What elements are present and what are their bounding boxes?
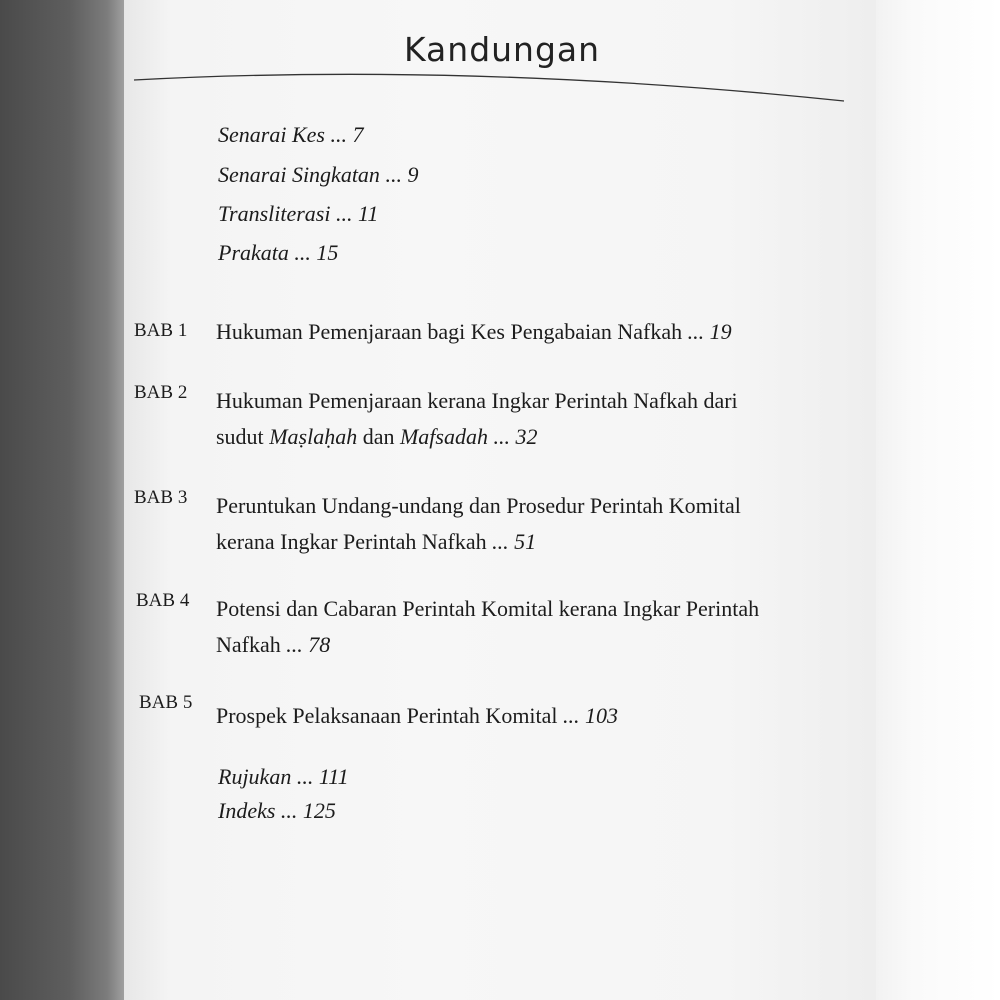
chapter-title-word: sudut xyxy=(216,424,264,449)
toc-entry-label: Indeks xyxy=(218,798,276,823)
toc-entry-page: 11 xyxy=(357,201,379,226)
toc-entry-label: Senarai Kes xyxy=(218,122,325,147)
toc-entry-separator: ... xyxy=(687,319,705,344)
toc-entry-separator: ... xyxy=(280,798,298,823)
toc-entry-transliterasi[interactable] xyxy=(218,201,378,227)
page-title: Kandungan xyxy=(404,30,601,69)
chapter-number: BAB 5 xyxy=(139,692,193,713)
toc-entry-page: 9 xyxy=(407,162,419,187)
chapter-number: BAB 4 xyxy=(136,590,190,611)
chapter-title-line: Peruntukan Undang-undang dan Prosedur Perintah Komital xyxy=(216,493,741,518)
chapter-1-entry[interactable] xyxy=(216,314,732,350)
chapter-title-line-2 xyxy=(216,524,741,560)
chapter-page: 32 xyxy=(515,424,538,449)
toc-entry-separator: ... xyxy=(493,424,510,449)
chapter-page: 103 xyxy=(585,703,619,728)
chapter-title: Nafkah xyxy=(216,632,281,657)
toc-entry-label: Rujukan xyxy=(218,764,292,789)
chapter-title-line xyxy=(216,698,618,734)
toc-entry-prakata[interactable] xyxy=(218,240,338,266)
toc-entry-separator: ... xyxy=(286,632,303,657)
chapter-3-entry[interactable] xyxy=(216,488,741,560)
toc-entry-page: 125 xyxy=(302,798,336,823)
chapter-title: Prospek Pelaksanaan Perintah Komital xyxy=(216,703,558,728)
chapter-2-entry[interactable] xyxy=(216,383,738,455)
toc-entry-separator: ... xyxy=(294,240,311,265)
chapter-number: BAB 2 xyxy=(134,382,188,403)
toc-entry-label: Prakata xyxy=(218,240,289,265)
chapter-title-line: Hukuman Pemenjaraan kerana Ingkar Perintah Nafkah dari xyxy=(216,388,738,413)
chapter-title-term: Mafsadah xyxy=(399,424,488,449)
toc-entry-separator: ... xyxy=(385,162,402,187)
chapter-title: Hukuman Pemenjaraan bagi Kes Pengabaian Nafkah xyxy=(216,319,683,344)
chapter-title: kerana Ingkar Perintah Nafkah xyxy=(216,529,487,554)
chapter-title-line xyxy=(216,314,732,350)
toc-entry-senarai-kes[interactable] xyxy=(218,122,363,148)
toc-entry-separator: ... xyxy=(330,122,347,147)
toc-entry-page: 15 xyxy=(316,240,339,265)
chapter-title-word: dan xyxy=(362,424,395,449)
chapter-number: BAB 1 xyxy=(134,320,188,341)
chapter-page: 51 xyxy=(514,529,537,554)
toc-entry-indeks[interactable] xyxy=(218,798,336,824)
toc-entry-separator: ... xyxy=(296,764,314,789)
chapter-4-entry[interactable] xyxy=(216,591,759,663)
chapter-page: 19 xyxy=(709,319,732,344)
toc-entry-separator: ... xyxy=(492,529,509,554)
toc-entry-page: 7 xyxy=(352,122,364,147)
chapter-5-entry[interactable] xyxy=(216,698,618,734)
toc-entry-senarai-singkatan[interactable] xyxy=(218,162,418,188)
toc-entry-label: Transliterasi xyxy=(218,201,331,226)
toc-entry-separator: ... xyxy=(335,201,353,226)
chapter-title-line-2 xyxy=(216,419,738,455)
toc-entry-label: Senarai Singkatan xyxy=(218,162,380,187)
page-margin xyxy=(876,0,1000,1000)
toc-entry-rujukan[interactable] xyxy=(218,764,349,790)
chapter-title-line-2 xyxy=(216,627,759,663)
chapter-title-term: Maṣlaḥah xyxy=(269,424,358,449)
book-spine-shadow xyxy=(0,0,126,1000)
toc-entry-page: 111 xyxy=(318,764,349,789)
chapter-page: 78 xyxy=(308,632,331,657)
toc-entry-separator: ... xyxy=(563,703,580,728)
chapter-title-line: Potensi dan Cabaran Perintah Komital kerana Ingkar Perintah xyxy=(216,596,760,621)
title-rule xyxy=(0,0,1000,120)
chapter-number: BAB 3 xyxy=(134,487,188,508)
